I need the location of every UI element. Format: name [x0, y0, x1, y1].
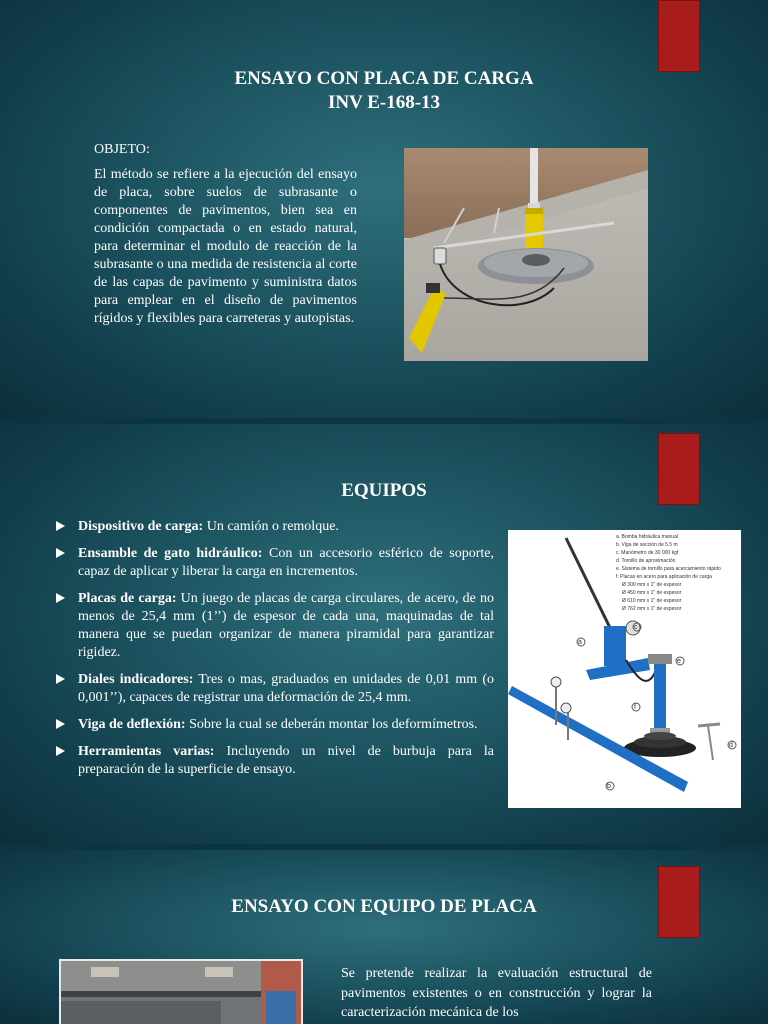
- legend-line: Ø 300 mm x 1" de espesor: [622, 582, 682, 588]
- red-accent-bar: [658, 0, 700, 72]
- legend-line: Ø 450 mm x 1" de espesor: [622, 590, 682, 596]
- bullet-arrow-icon: [56, 746, 65, 756]
- slide-equipos: [0, 424, 768, 844]
- item-desc: Sobre la cual se deberán montar los deformímetros.: [185, 717, 478, 732]
- item-desc: Un juego de placas de carga circulares, de acero, de no menos de 25,4 mm (1’’) de espesor de cada una, maquinadas de tal manera que se puedan organizar de manera piramidal para garantizar rigidez.: [78, 591, 494, 660]
- callout-e: e: [677, 658, 681, 665]
- item-term: Herramientas varias:: [78, 744, 215, 759]
- list-item: [54, 590, 494, 662]
- list-item: [54, 743, 494, 779]
- legend-line: Ø 762 mm x 1" de espesor: [622, 606, 682, 612]
- callout-a: a: [578, 639, 582, 646]
- equipment-diagram: [508, 530, 741, 808]
- legend-line: e. Sistema de tornillo para acercamiento rápido: [616, 566, 721, 572]
- bullet-arrow-icon: [56, 548, 65, 558]
- list-item: [54, 716, 494, 734]
- item-desc: Un camión o remolque.: [203, 519, 339, 534]
- truck-test-photo: [59, 959, 303, 1024]
- callout-c: c: [634, 624, 638, 631]
- item-term: Viga de deflexión:: [78, 717, 186, 732]
- objeto-label: OBJETO:: [94, 142, 150, 157]
- title-line-1: ENSAYO CON PLACA DE CARGA: [234, 68, 534, 89]
- equipment-list: [54, 518, 494, 788]
- callout-b: b: [607, 783, 611, 790]
- legend-line: d. Tornillo de aproximación: [616, 558, 676, 564]
- list-item: [54, 671, 494, 707]
- title-line-2: INV E-168-13: [327, 92, 441, 113]
- slide-ensayo-equipo-placa: [0, 850, 768, 1024]
- bullet-arrow-icon: [56, 593, 65, 603]
- list-item: [54, 545, 494, 581]
- slide-title: EQUIPOS: [341, 480, 427, 501]
- item-term: Ensamble de gato hidráulico:: [78, 546, 263, 561]
- list-item: [54, 518, 494, 536]
- objeto-paragraph: El método se refiere a la ejecución del ensayo de placa, sobre suelos de subrasante o componentes de pavimentos, bien sea en condición compactada o en estado natural, para determinar el modulo de reacción de la subrasante o una medida de resistencia al corte de las capas de pavimento y suministra datos para emplear en el diseño de pavimentos rígidos y flexibles para carreteras y autopistas.: [94, 167, 357, 326]
- callout-d: d: [729, 742, 733, 749]
- item-desc: Incluyendo un nivel de burbuja para la preparación de la superficie de ensayo.: [78, 744, 494, 777]
- item-desc: Con un accesorio esférico de soporte, capaz de aplicar y liberar la carga en incrementos.: [78, 546, 494, 579]
- bullet-arrow-icon: [56, 674, 65, 684]
- item-term: Placas de carga:: [78, 591, 177, 606]
- s3-paragraph: Se pretende realizar la evaluación estructural de pavimentos existentes o en construcción y lograr la caracterización mecánica de los: [341, 966, 652, 1020]
- legend-line: a. Bomba hidráulica manual: [616, 534, 678, 540]
- slide-placa-de-carga: [0, 0, 768, 418]
- callout-f: f: [634, 704, 636, 711]
- slide-title: ENSAYO CON EQUIPO DE PLACA: [231, 896, 537, 917]
- bullet-arrow-icon: [56, 719, 65, 729]
- item-term: Diales indicadores:: [78, 672, 194, 687]
- legend-line: Ø 610 mm x 1" de espesor: [622, 598, 682, 604]
- item-term: Dispositivo de carga:: [78, 519, 204, 534]
- plate-load-test-photo: [404, 148, 648, 361]
- bullet-arrow-icon: [56, 521, 65, 531]
- legend-line: c. Manómetro de 30 000 kgf: [616, 550, 679, 556]
- legend-line: f. Placas en acero para aplicación de carga: [616, 574, 712, 580]
- item-desc: Tres o mas, graduados en unidades de 0,01 mm (o 0,001’’), capaces de registrar una deformación de 25,4 mm.: [78, 672, 494, 705]
- slide-title: [0, 67, 768, 115]
- legend-line: b. Viga de sección de 5.5 m: [616, 542, 678, 548]
